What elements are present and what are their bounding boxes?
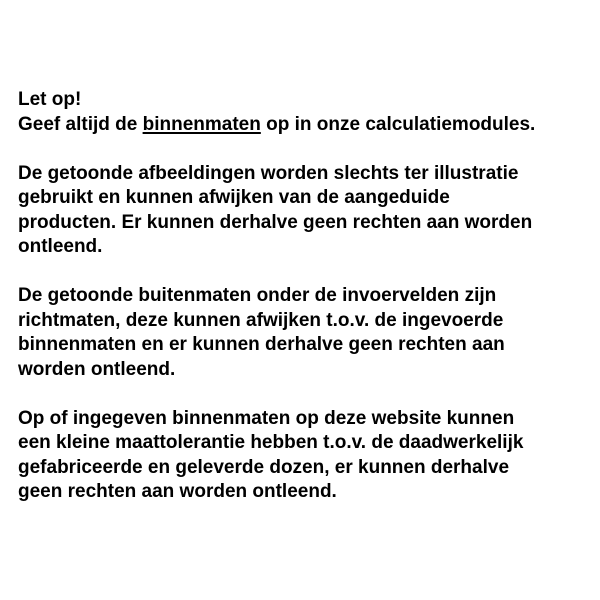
intro-emphasis: binnenmaten [142, 113, 261, 135]
disclaimer-line: worden ontleend. [18, 358, 176, 380]
notice-text [18, 88, 588, 505]
disclaimer-line: gefabriceerde en geleverde dozen, er kunnen derhalve [18, 456, 510, 478]
notice-intro-paragraph [18, 88, 588, 137]
disclaimer-line: richtmaten, deze kunnen afwijken t.o.v. de ingevoerde [18, 309, 504, 331]
disclaimer-line: Op of ingegeven binnenmaten op deze website kunnen [18, 407, 515, 429]
disclaimer-line: producten. Er kunnen derhalve geen rechten aan worden [18, 211, 533, 233]
notice-heading: Let op! [18, 89, 82, 110]
disclaimer-tolerance-paragraph [18, 407, 588, 505]
disclaimer-line: De getoonde buitenmaten onder de invoervelden zijn [18, 285, 497, 306]
disclaimer-images-paragraph [18, 162, 588, 260]
disclaimer-line: geen rechten aan worden ontleend. [18, 481, 337, 502]
intro-before: Geef altijd de [18, 113, 143, 135]
disclaimer-line: ontleend. [18, 236, 103, 257]
notice-intro-line [18, 113, 588, 138]
disclaimer-line: een kleine maattolerantie hebben t.o.v. de daadwerkelijk [18, 432, 524, 453]
intro-after: op in onze calculatiemodules. [260, 113, 536, 135]
disclaimer-outer-dimensions-paragraph [18, 284, 588, 382]
disclaimer-line: De getoonde afbeeldingen worden slechts ter illustratie [18, 162, 519, 184]
disclaimer-line: gebruikt en kunnen afwijken van de aangeduide [18, 187, 450, 208]
disclaimer-line: binnenmaten en er kunnen derhalve geen rechten aan [18, 334, 505, 355]
